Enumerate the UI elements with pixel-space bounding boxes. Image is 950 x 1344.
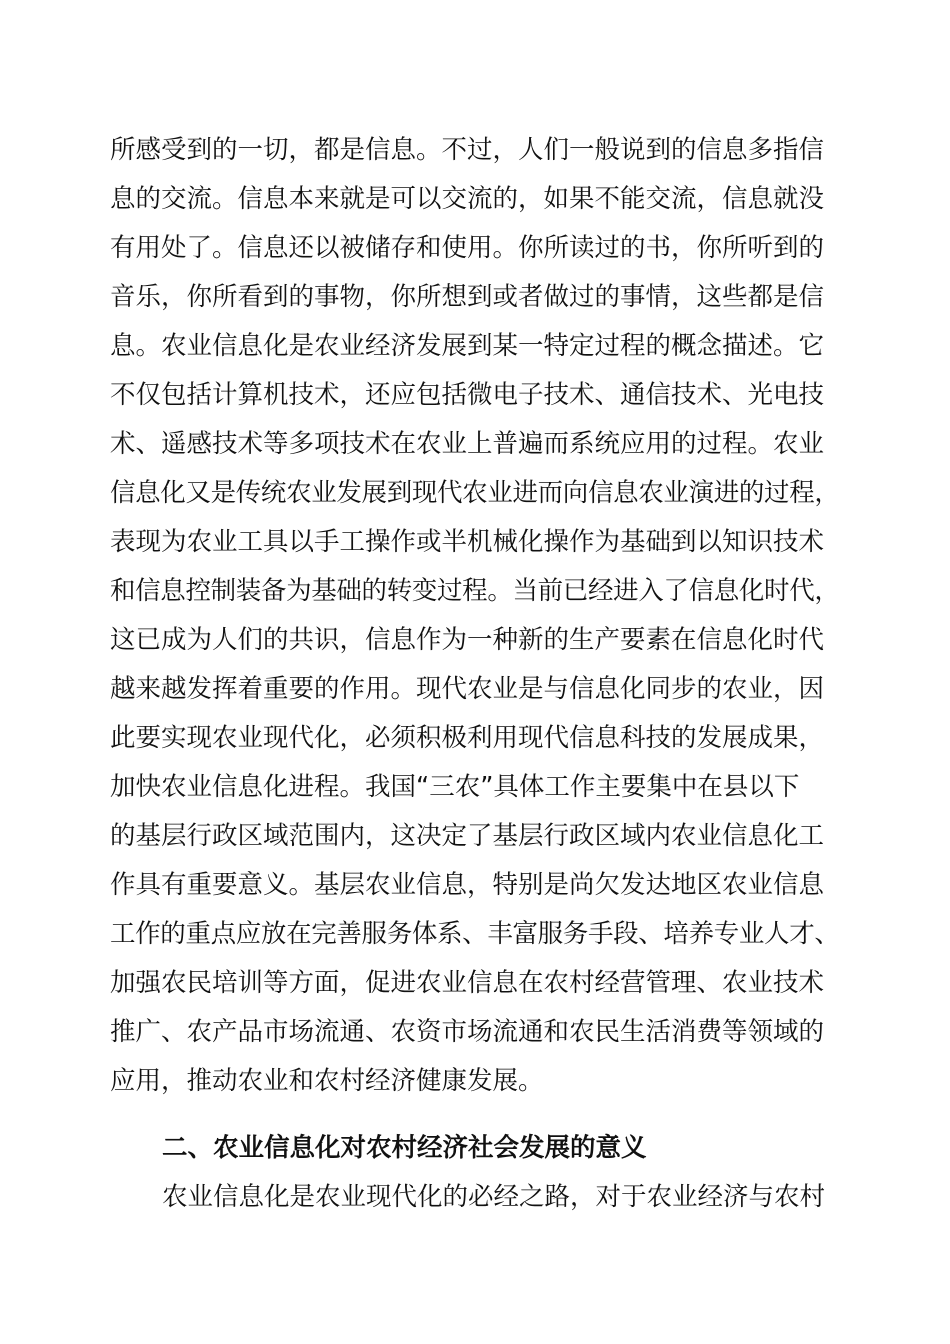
paragraph-line: 此要实现农业现代化，必须积极利用现代信息科技的发展成果， [110, 723, 825, 753]
paragraph-line: 息的交流。信息本来就是可以交流的，如果不能交流，信息就没 [110, 184, 825, 214]
paragraph-line: 农业信息化是农业现代化的必经之路，对于农业经济与农村 [162, 1182, 826, 1212]
paragraph-line: 这已成为人们的共识，信息作为一种新的生产要素在信息化时代 [110, 625, 825, 655]
paragraph-line: 表现为农业工具以手工操作或半机械化操作为基础到以知识技术 [110, 527, 825, 557]
paragraph-line: 信息化又是传统农业发展到现代农业进而向信息农业演进的过程， [110, 478, 840, 508]
section-heading: 二、农业信息化对农村经济社会发展的意义 [162, 1133, 647, 1163]
paragraph-line: 息。农业信息化是农业经济发展到某一特定过程的概念描述。它 [110, 331, 825, 361]
paragraph-line: 作具有重要意义。基层农业信息，特别是尚欠发达地区农业信息 [110, 870, 825, 900]
paragraph-line: 所感受到的一切，都是信息。不过，人们一般说到的信息多指信 [110, 135, 825, 165]
paragraph-line: 的基层行政区域范围内，这决定了基层行政区域内农业信息化工 [110, 821, 825, 851]
paragraph-line: 加强农民培训等方面，促进农业信息在农村经营管理、农业技术 [110, 968, 825, 998]
paragraph-line: 应用，推动农业和农村经济健康发展。 [110, 1066, 544, 1096]
paragraph-line: 音乐，你所看到的事物，你所想到或者做过的事情，这些都是信 [110, 282, 825, 312]
paragraph-line: 越来越发挥着重要的作用。现代农业是与信息化同步的农业，因 [110, 674, 825, 704]
paragraph-line: 加快农业信息化进程。我国“三农”具体工作主要集中在县以下 [110, 772, 800, 802]
paragraph-line: 有用处了。信息还以被储存和使用。你所读过的书，你所听到的 [110, 233, 825, 263]
paragraph-line: 不仅包括计算机技术，还应包括微电子技术、通信技术、光电技 [110, 380, 825, 410]
paragraph-line: 术、遥感技术等多项技术在农业上普遍而系统应用的过程。农业 [110, 429, 825, 459]
paragraph-line: 和信息控制装备为基础的转变过程。当前已经进入了信息化时代， [110, 576, 840, 606]
paragraph-line: 推广、农产品市场流通、农资市场流通和农民生活消费等领域的 [110, 1017, 825, 1047]
paragraph-line: 工作的重点应放在完善服务体系、丰富服务手段、培养专业人才、 [110, 919, 840, 949]
